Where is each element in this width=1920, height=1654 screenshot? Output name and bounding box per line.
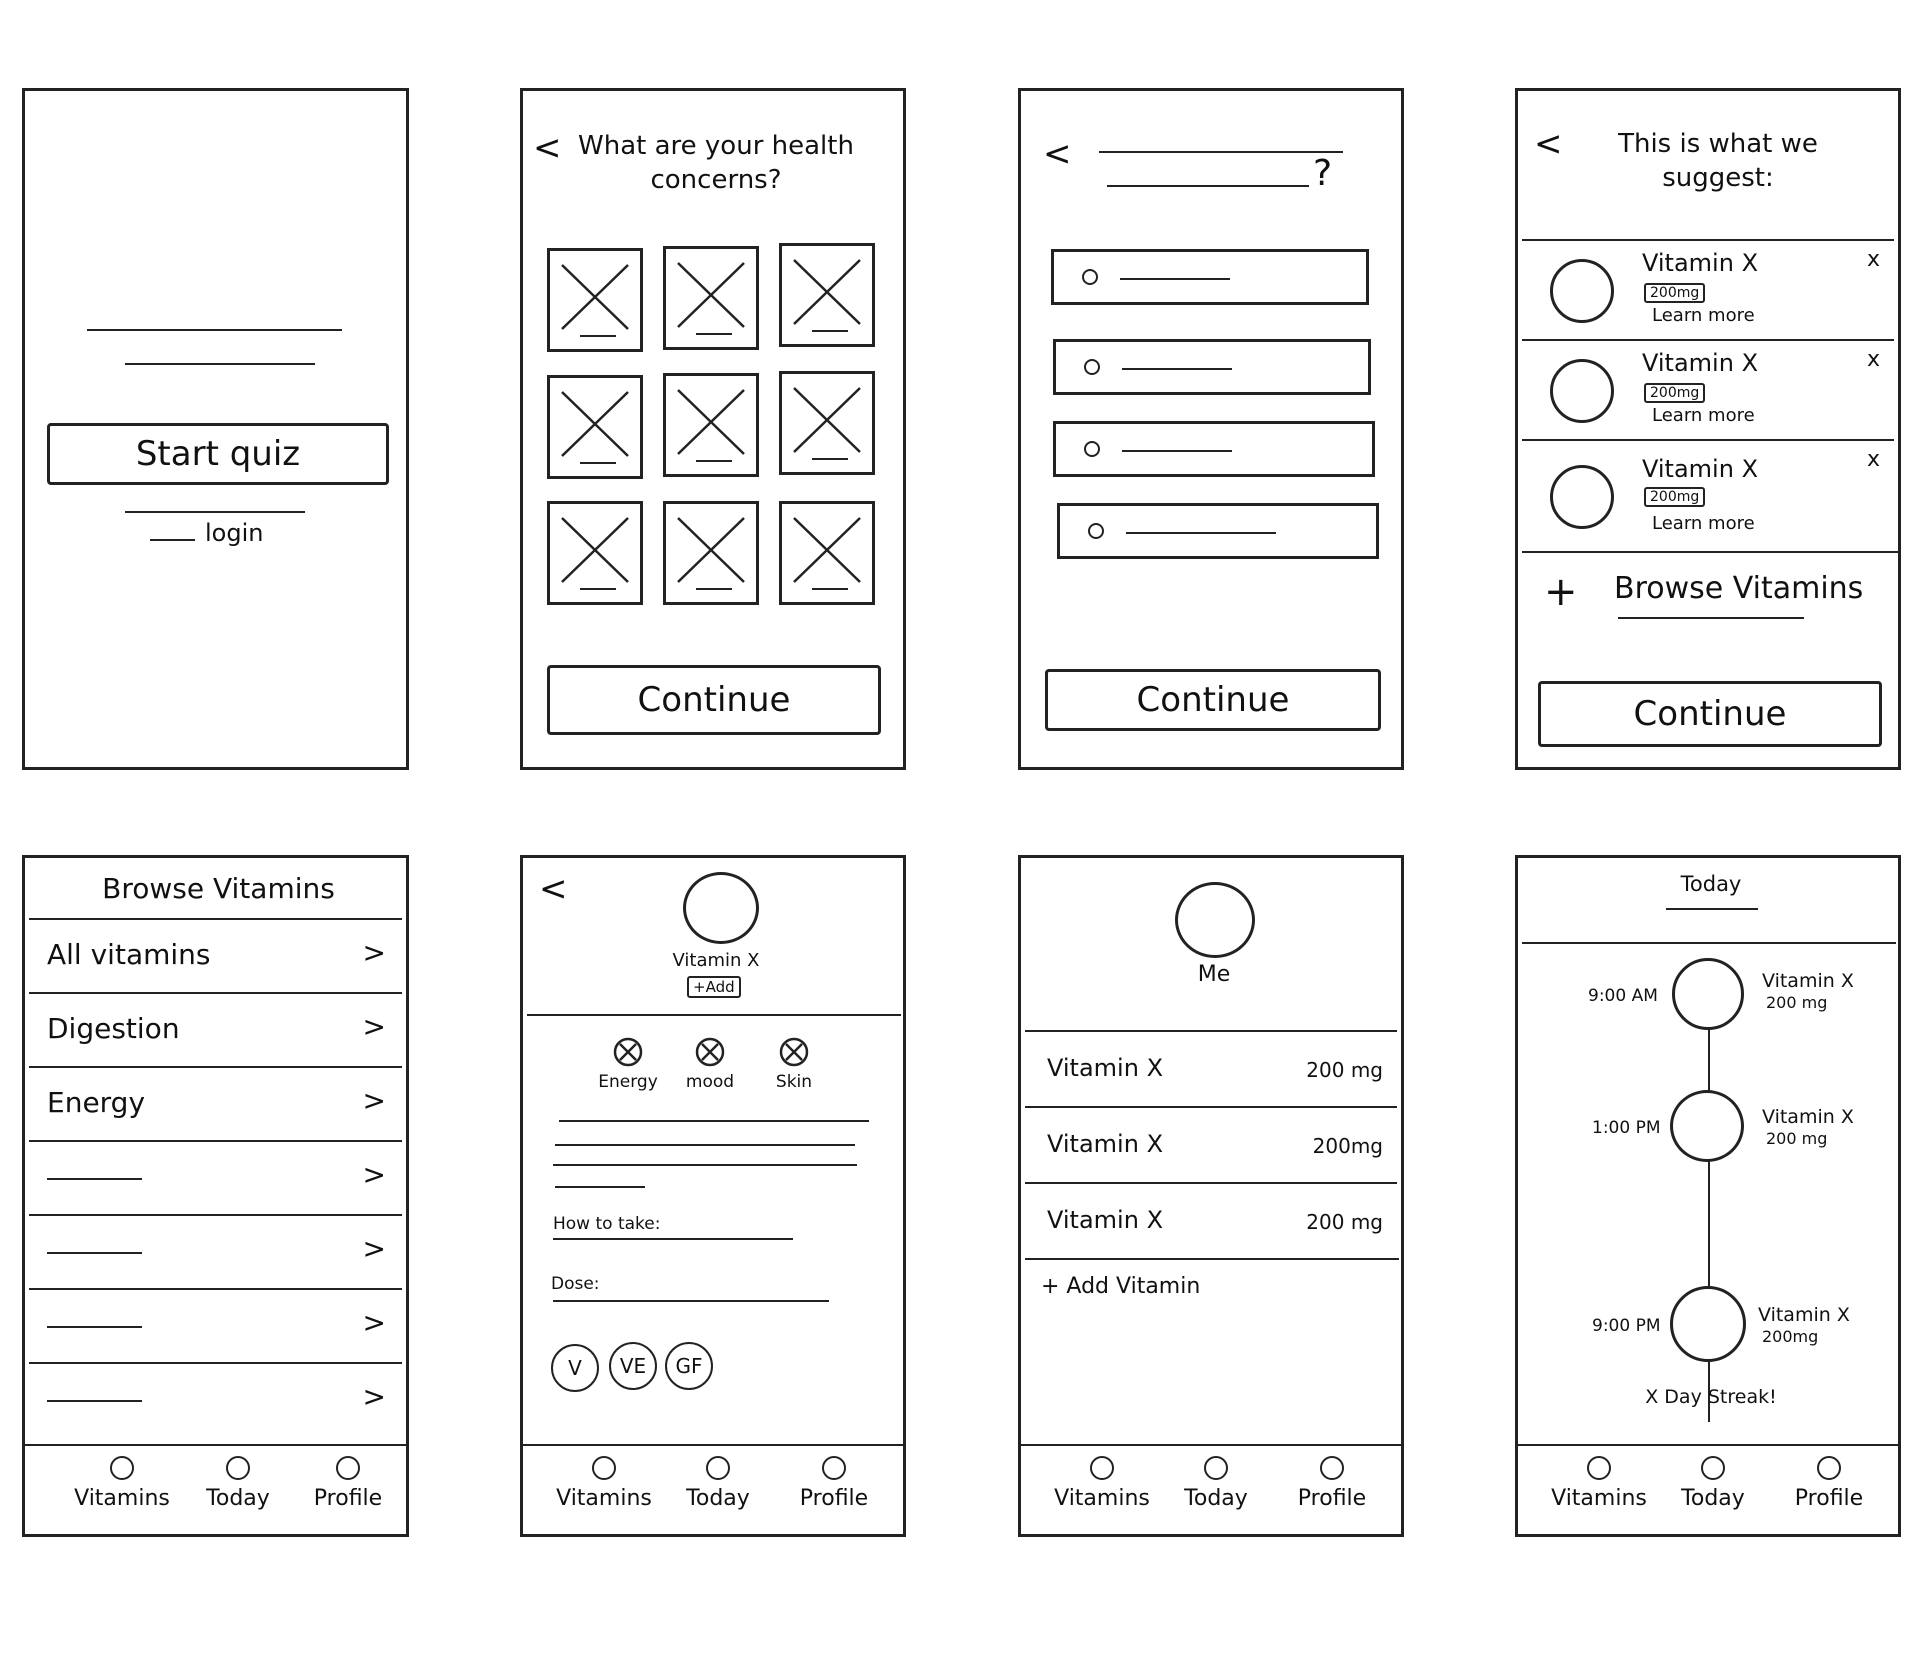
nav-label: Profile — [1794, 1486, 1864, 1511]
profile-icon — [1320, 1456, 1344, 1480]
dose-label: Dose: — [551, 1274, 600, 1294]
divider-line — [125, 511, 305, 513]
nav-item-today[interactable] — [183, 1456, 293, 1511]
divider-line — [1522, 551, 1898, 553]
vitamin-name: Vitamin X — [1642, 249, 1759, 277]
learn-more-link[interactable]: Learn more — [1652, 405, 1755, 426]
back-chevron-icon[interactable]: < — [539, 869, 568, 909]
description-placeholder-line — [553, 1164, 857, 1166]
subtitle-placeholder-line — [125, 363, 315, 365]
concern-option[interactable] — [547, 501, 643, 605]
category-row-all[interactable] — [29, 918, 402, 994]
vitamin-image-placeholder — [1550, 465, 1614, 529]
question-line-1: What are your health — [578, 131, 854, 161]
title-underline — [1666, 908, 1758, 910]
dose-vitamin-name: Vitamin X — [1758, 1304, 1850, 1326]
suggest-title-line-1: This is what we — [1618, 129, 1818, 159]
dose-check-circle[interactable] — [1672, 958, 1744, 1030]
today-icon — [226, 1456, 250, 1480]
concern-option[interactable] — [663, 501, 759, 605]
benefit-energy — [593, 1036, 663, 1092]
question-placeholder-line — [1107, 185, 1309, 187]
suggest-title-line-2: suggest: — [1662, 163, 1774, 193]
category-label: Energy — [47, 1086, 146, 1119]
suggestion-item[interactable] — [1522, 439, 1894, 553]
my-vitamin-row[interactable] — [1025, 1030, 1397, 1108]
nav-item-vitamins[interactable] — [1047, 1456, 1157, 1511]
dose-check-circle[interactable] — [1670, 1286, 1746, 1362]
vitamin-image-placeholder — [683, 872, 759, 944]
screen-welcome — [22, 88, 409, 770]
nav-item-vitamins[interactable] — [67, 1456, 177, 1511]
benefit-label: mood — [685, 1072, 735, 1092]
nav-item-vitamins[interactable] — [1544, 1456, 1654, 1511]
screen-health-concerns — [520, 88, 906, 770]
category-row-placeholder[interactable] — [29, 1288, 402, 1364]
nav-label: Today — [206, 1486, 270, 1511]
concern-option[interactable] — [779, 243, 875, 347]
nav-item-profile[interactable] — [1277, 1456, 1387, 1511]
start-quiz-button[interactable]: Start quiz — [47, 423, 389, 485]
remove-icon[interactable]: x — [1866, 247, 1880, 272]
answer-option[interactable] — [1051, 249, 1369, 305]
chevron-right-icon: > — [362, 1158, 386, 1191]
vitamin-dose: 200mg — [1312, 1134, 1383, 1158]
concern-option[interactable] — [547, 375, 643, 479]
nav-label: Vitamins — [1551, 1486, 1647, 1511]
how-to-take-line — [553, 1238, 793, 1240]
chevron-right-icon: > — [362, 1232, 386, 1265]
vegan-badge: VE — [609, 1342, 657, 1390]
vitamins-icon — [110, 1456, 134, 1480]
login-link[interactable]: login — [205, 519, 264, 547]
category-placeholder-line — [47, 1326, 142, 1328]
screen-today — [1515, 855, 1901, 1537]
nav-item-today[interactable] — [1161, 1456, 1271, 1511]
add-button[interactable]: +Add — [687, 976, 741, 998]
concern-option[interactable] — [663, 246, 759, 350]
nav-label: Today — [1681, 1486, 1745, 1511]
profile-icon — [822, 1456, 846, 1480]
add-vitamin-link[interactable]: + Add Vitamin — [1041, 1274, 1201, 1299]
nav-label: Today — [1184, 1486, 1248, 1511]
question-line-2: concerns? — [650, 165, 782, 195]
dose-amount: 200mg — [1762, 1327, 1819, 1346]
dose-badge: 200mg — [1644, 283, 1705, 303]
concern-option[interactable] — [663, 373, 759, 477]
nav-item-today[interactable] — [663, 1456, 773, 1511]
category-label: All vitamins — [47, 938, 211, 971]
bottom-nav — [523, 1444, 903, 1534]
benefit-icon — [612, 1036, 644, 1068]
vitamin-image-placeholder — [1550, 359, 1614, 423]
nav-label: Today — [686, 1486, 750, 1511]
nav-label: Vitamins — [556, 1486, 652, 1511]
vitamin-name: Vitamin X — [1047, 1130, 1164, 1158]
streak-label: X Day Streak! — [1645, 1386, 1777, 1408]
nav-item-profile[interactable] — [293, 1456, 403, 1511]
dose-badge: 200mg — [1644, 487, 1705, 507]
vitamin-image-placeholder — [1550, 259, 1614, 323]
nav-label: Vitamins — [1054, 1486, 1150, 1511]
back-chevron-icon[interactable]: < — [533, 128, 562, 168]
gluten-free-badge: GF — [665, 1342, 713, 1390]
nav-item-vitamins[interactable] — [549, 1456, 659, 1511]
concern-option[interactable] — [779, 501, 875, 605]
timeline-connector — [1708, 1028, 1710, 1422]
vitamin-name: Vitamin X — [1642, 455, 1759, 483]
nav-item-profile[interactable] — [1774, 1456, 1884, 1511]
today-icon — [706, 1456, 730, 1480]
category-label: Digestion — [47, 1012, 180, 1045]
suggestion-item[interactable] — [1522, 239, 1894, 341]
chevron-right-icon: > — [362, 1084, 386, 1117]
bottom-nav — [1021, 1444, 1401, 1534]
description-placeholder-line — [555, 1144, 855, 1146]
dose-amount: 200 mg — [1766, 993, 1828, 1012]
category-row-digestion[interactable] — [29, 992, 402, 1068]
description-placeholder-line — [555, 1186, 645, 1188]
my-vitamin-row[interactable] — [1025, 1182, 1397, 1260]
concern-option[interactable] — [779, 371, 875, 475]
today-icon — [1701, 1456, 1725, 1480]
bottom-nav — [1518, 1444, 1898, 1534]
avatar — [1175, 882, 1255, 958]
answer-option[interactable] — [1053, 421, 1375, 477]
vitamins-icon — [1090, 1456, 1114, 1480]
nav-label: Profile — [799, 1486, 869, 1511]
continue-button[interactable]: Continue — [1045, 669, 1381, 731]
profile-icon — [336, 1456, 360, 1480]
nav-label: Profile — [1297, 1486, 1367, 1511]
screen-question — [1018, 88, 1404, 770]
browse-vitamins-link[interactable]: Browse Vitamins — [1614, 571, 1864, 606]
dose-badge: 200mg — [1644, 383, 1705, 403]
my-vitamin-row[interactable] — [1025, 1106, 1397, 1184]
vitamins-icon — [1587, 1456, 1611, 1480]
benefit-icon — [778, 1036, 810, 1068]
dose-time: 1:00 PM — [1592, 1118, 1661, 1138]
screen-suggestions — [1515, 88, 1901, 770]
dose-vitamin-name: Vitamin X — [1762, 970, 1854, 992]
answer-option[interactable] — [1057, 503, 1379, 559]
benefit-label: Energy — [598, 1072, 658, 1092]
chevron-right-icon: > — [362, 1380, 386, 1413]
today-icon — [1204, 1456, 1228, 1480]
dose-vitamin-name: Vitamin X — [1762, 1106, 1854, 1128]
nav-item-profile[interactable] — [779, 1456, 889, 1511]
title-placeholder-line — [87, 329, 342, 331]
learn-more-link[interactable]: Learn more — [1652, 513, 1755, 534]
me-label: Me — [1197, 962, 1231, 987]
nav-label: Vitamins — [74, 1486, 170, 1511]
chevron-right-icon: > — [362, 1306, 386, 1339]
concern-option[interactable] — [547, 248, 643, 352]
screen-vitamin-detail — [520, 855, 906, 1537]
dose-amount: 200 mg — [1766, 1129, 1828, 1148]
login-dash — [150, 539, 195, 541]
add-icon[interactable]: + — [1544, 569, 1578, 615]
screen-profile — [1018, 855, 1404, 1537]
dose-time: 9:00 AM — [1588, 986, 1658, 1006]
remove-icon[interactable]: x — [1866, 447, 1880, 472]
category-row-placeholder[interactable] — [29, 1214, 402, 1290]
vitamin-name: Vitamin X — [1047, 1054, 1164, 1082]
divider-line — [1025, 1258, 1399, 1260]
back-chevron-icon[interactable]: < — [1043, 134, 1072, 174]
nav-label: Profile — [313, 1486, 383, 1511]
learn-more-link[interactable]: Learn more — [1652, 305, 1755, 326]
dose-check-circle[interactable] — [1670, 1090, 1744, 1162]
page-title: Browse Vitamins — [102, 872, 335, 905]
question-placeholder-line — [1099, 151, 1343, 153]
category-row-placeholder[interactable] — [29, 1362, 402, 1438]
answer-option[interactable] — [1053, 339, 1371, 395]
back-chevron-icon[interactable]: < — [1534, 124, 1563, 164]
vitamin-dose: 200 mg — [1306, 1058, 1383, 1082]
page-title: Today — [1680, 872, 1742, 896]
vitamin-name: Vitamin X — [1642, 349, 1759, 377]
question-mark: ? — [1313, 153, 1333, 194]
dose-line — [553, 1300, 829, 1302]
suggestion-item[interactable] — [1522, 339, 1894, 441]
category-placeholder-line — [47, 1252, 142, 1254]
category-row-placeholder[interactable] — [29, 1140, 402, 1216]
continue-button[interactable]: Continue — [547, 665, 881, 735]
chevron-right-icon: > — [362, 1010, 386, 1043]
divider-line — [1522, 942, 1896, 944]
vitamin-dose: 200 mg — [1306, 1210, 1383, 1234]
category-placeholder-line — [47, 1400, 142, 1402]
vitamin-name: Vitamin X — [1047, 1206, 1164, 1234]
benefit-skin — [759, 1036, 829, 1092]
bottom-nav — [25, 1444, 406, 1534]
chevron-right-icon: > — [362, 936, 386, 969]
benefit-mood — [675, 1036, 745, 1092]
vegetarian-badge: V — [551, 1344, 599, 1392]
remove-icon[interactable]: x — [1866, 347, 1880, 372]
continue-button[interactable]: Continue — [1538, 681, 1882, 747]
benefit-icon — [694, 1036, 726, 1068]
benefit-label: Skin — [775, 1072, 813, 1092]
vitamin-name: Vitamin X — [672, 950, 760, 971]
divider-line — [527, 1014, 901, 1016]
profile-icon — [1817, 1456, 1841, 1480]
category-row-energy[interactable] — [29, 1066, 402, 1142]
how-to-take-label: How to take: — [553, 1214, 661, 1234]
nav-item-today[interactable] — [1658, 1456, 1768, 1511]
description-placeholder-line — [559, 1120, 869, 1122]
category-placeholder-line — [47, 1178, 142, 1180]
screen-browse — [22, 855, 409, 1537]
vitamins-icon — [592, 1456, 616, 1480]
browse-underline — [1618, 617, 1804, 619]
dose-time: 9:00 PM — [1592, 1316, 1661, 1336]
